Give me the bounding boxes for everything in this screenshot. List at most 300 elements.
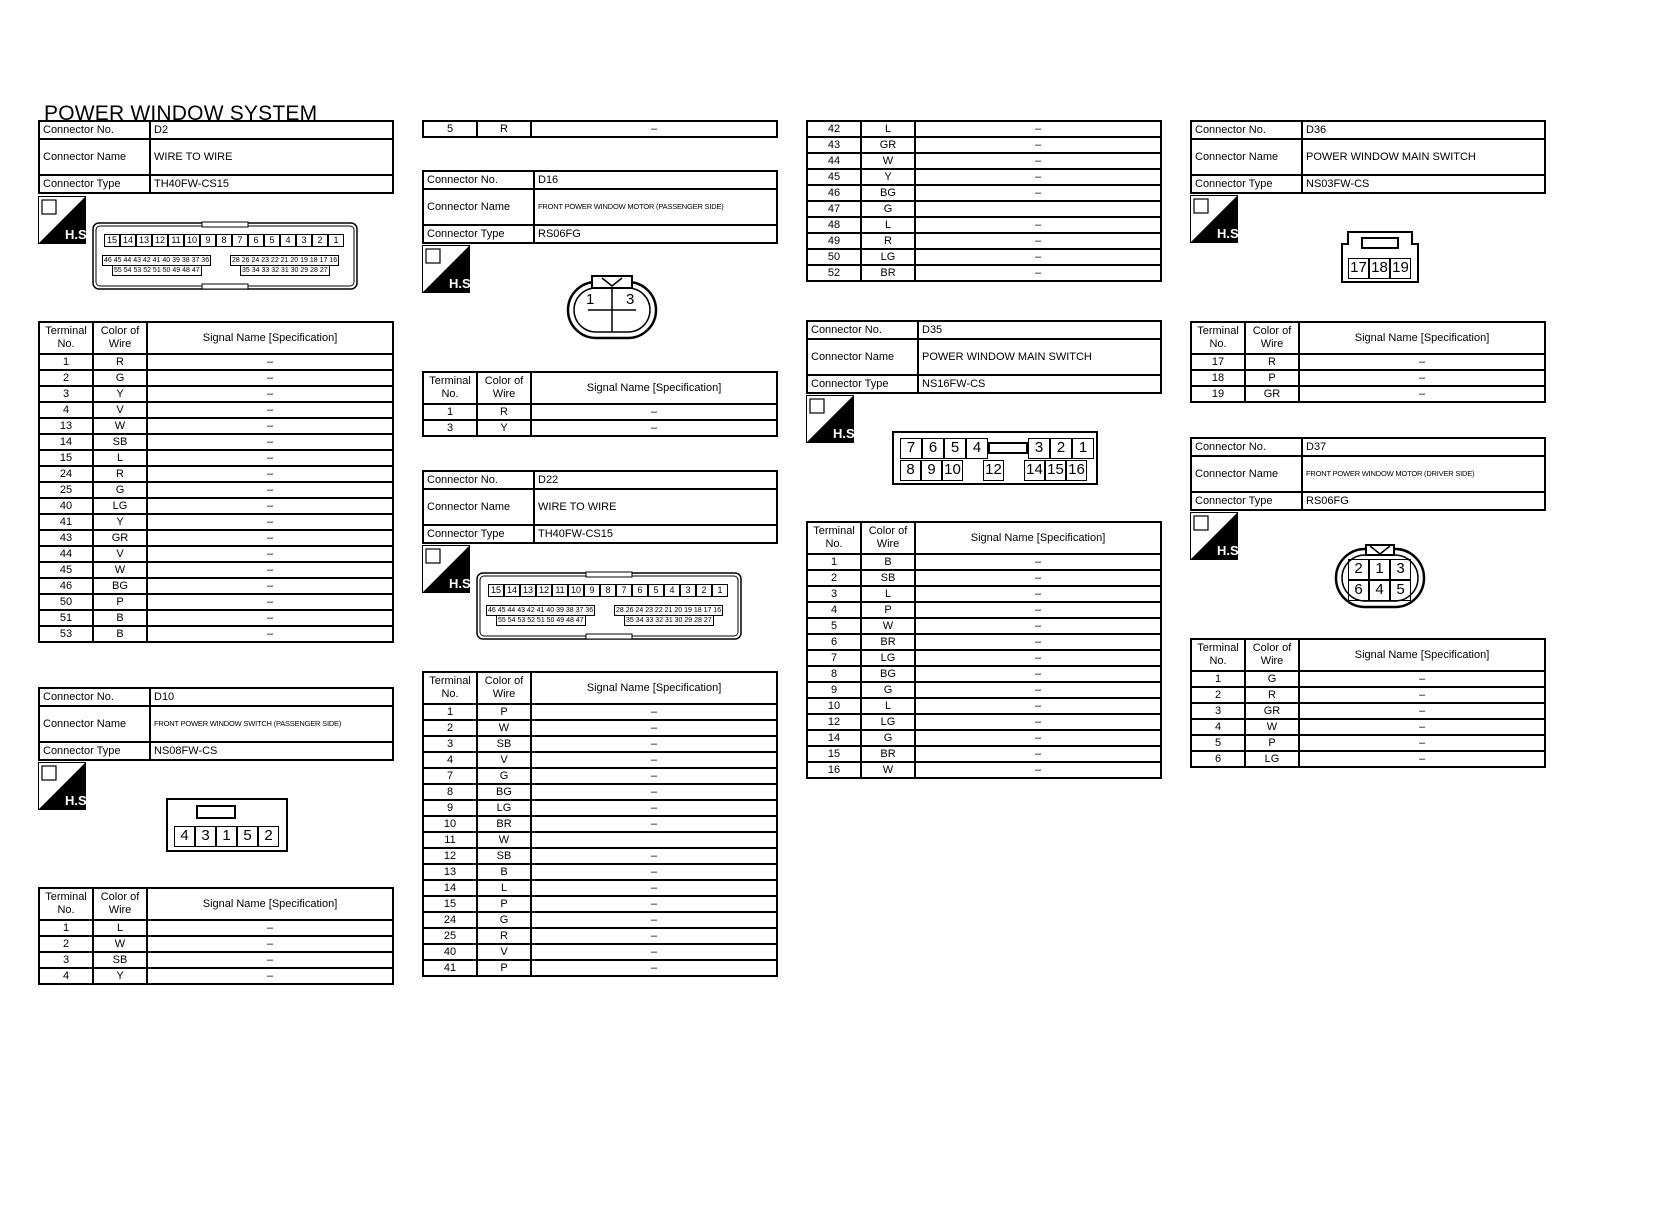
cavity-number: 15 [1045,460,1066,481]
wire-color: SB [477,848,531,864]
table-row [39,562,393,578]
wire-color: W [93,418,147,434]
signal-name: – [147,594,393,610]
signal-name: – [915,217,1161,233]
header-color: Color of Wire [93,888,147,920]
connector-type: NS08FW-CS [150,742,393,760]
label-connector-no: Connector No. [423,471,534,489]
signal-name: – [147,546,393,562]
cavity-number: 2 [312,234,328,247]
signal-name: – [915,730,1161,746]
terminal-no: 50 [39,594,93,610]
cavity-number: 3 [1390,559,1411,580]
signal-name: – [147,482,393,498]
cavity-number: 14 [1024,460,1045,481]
cavity-number: 1 [328,234,344,247]
terminal-no: 9 [423,800,477,816]
hs-label: H.S. [833,426,859,441]
label-connector-name: Connector Name [39,139,150,175]
header-signal: Signal Name [Specification] [1299,322,1545,354]
signal-name: – [531,944,777,960]
cavity-number: 1 [1369,559,1390,580]
signal-name [915,201,1161,217]
terminal-no: 24 [423,912,477,928]
connector-type: NS16FW-CS [918,375,1161,393]
terminal-no: 7 [423,768,477,784]
table-row [1191,751,1545,767]
table-header [39,888,393,920]
cavity-number: 11 [552,584,568,597]
signal-name: – [915,714,1161,730]
wire-color: P [93,594,147,610]
terminal-no: 43 [807,137,861,153]
table-row [807,650,1161,666]
header-signal: Signal Name [Specification] [147,888,393,920]
table-row [807,217,1161,233]
wire-color: SB [93,952,147,968]
signal-name: – [531,784,777,800]
table-row [423,848,777,864]
signal-name: – [915,618,1161,634]
terminal-no: 5 [807,618,861,634]
cavity-number: 2 [1050,438,1072,459]
wire-color: GR [93,530,147,546]
cavity-number: 1 [586,291,595,308]
table-row [39,594,393,610]
harness-side-icon [38,762,91,810]
wire-color: BR [861,634,915,650]
wire-color: BR [861,265,915,281]
table-row [423,736,777,752]
table-row [807,137,1161,153]
terminal-no: 2 [1191,687,1245,703]
wire-color: P [477,960,531,976]
label-connector-no: Connector No. [1191,438,1302,456]
wire-color: B [477,864,531,880]
connector-no: D37 [1302,438,1545,456]
label-connector-type: Connector Type [423,525,534,543]
connector-no: D2 [150,121,393,139]
label-connector-no: Connector No. [39,688,150,706]
connector-no: D36 [1302,121,1545,139]
wire-color: SB [93,434,147,450]
cavity-number: 3 [195,826,216,847]
connector-name: FRONT POWER WINDOW MOTOR (DRIVER SIDE) [1302,456,1545,492]
label-connector-type: Connector Type [807,375,918,393]
table-row [39,514,393,530]
terminal-no: 50 [807,249,861,265]
table-row [807,682,1161,698]
wire-color: Y [861,169,915,185]
terminal-no: 7 [807,650,861,666]
table-row [807,746,1161,762]
signal-name: – [1299,671,1545,687]
signal-name: – [147,354,393,370]
signal-name: – [531,752,777,768]
terminal-no: 5 [1191,735,1245,751]
cavity-number: 4 [966,438,988,459]
terminal-no: 14 [807,730,861,746]
connector-name: FRONT POWER WINDOW MOTOR (PASSENGER SIDE) [534,189,777,225]
terminal-no: 11 [423,832,477,848]
terminal-no: 2 [39,936,93,952]
terminal-no: 15 [39,450,93,466]
table-row [1191,719,1545,735]
label-connector-no: Connector No. [39,121,150,139]
signal-name: – [147,498,393,514]
cavity-row: 28 26 24 23 22 21 20 19 18 17 16 [616,607,722,614]
connector-info-d10 [38,687,394,761]
signal-name: – [915,249,1161,265]
connector-type: RS06FG [534,225,777,243]
table-row [39,466,393,482]
wire-color: B [93,626,147,642]
signal-name: – [1299,386,1545,402]
terminal-no: 13 [423,864,477,880]
cavity-number: 14 [504,584,520,597]
table-row [807,185,1161,201]
connector-name: POWER WINDOW MAIN SWITCH [1302,139,1545,175]
label-connector-name: Connector Name [1191,456,1302,492]
terminal-no: 1 [1191,671,1245,687]
wire-color: G [861,201,915,217]
terminal-no: 51 [39,610,93,626]
signal-name: – [915,121,1161,137]
table-row [423,880,777,896]
terminal-no: 41 [39,514,93,530]
header-terminal: Terminal No. [39,888,93,920]
wire-color: SB [861,570,915,586]
terminal-no: 4 [39,402,93,418]
wire-color: L [861,698,915,714]
label-connector-no: Connector No. [1191,121,1302,139]
cavity-number: 4 [664,584,680,597]
signal-name: – [915,634,1161,650]
label-connector-type: Connector Type [39,175,150,193]
signal-name: – [915,602,1161,618]
cavity-number: 2 [258,826,279,847]
cavity-number: 1 [1072,438,1094,459]
wire-color: G [477,912,531,928]
table-row [807,714,1161,730]
terminal-no: 8 [807,666,861,682]
harness-side-icon [38,196,91,244]
signal-name: – [915,169,1161,185]
header-color: Color of Wire [1245,322,1299,354]
table-row [39,610,393,626]
terminal-no: 14 [39,434,93,450]
wire-color: LG [861,249,915,265]
header-color: Color of Wire [861,522,915,554]
label-connector-name: Connector Name [1191,139,1302,175]
wire-color: W [93,936,147,952]
cavity-number [1004,460,1024,481]
terminal-no: 17 [1191,354,1245,370]
terminal-no: 4 [807,602,861,618]
signal-name [531,832,777,848]
connector-face-d16 [566,274,658,342]
table-row [807,570,1161,586]
connector-face-d35 [892,431,1098,485]
signal-name: – [531,720,777,736]
terminal-no: 45 [39,562,93,578]
terminal-no: 3 [807,586,861,602]
wire-color: Y [93,514,147,530]
signal-name: – [1299,703,1545,719]
table-row [39,968,393,984]
wire-color: V [477,944,531,960]
terminal-no: 12 [807,714,861,730]
wire-color: L [861,586,915,602]
hs-label: H.S. [449,276,475,291]
table-row [807,730,1161,746]
table-row [39,482,393,498]
terminal-no: 46 [39,578,93,594]
cavity-number: 2 [696,584,712,597]
header-terminal: Terminal No. [1191,639,1245,671]
terminal-no: 48 [807,217,861,233]
terminal-no: 1 [807,554,861,570]
table-row [423,720,777,736]
wire-color: LG [477,800,531,816]
signal-name: – [531,800,777,816]
header-signal: Signal Name [Specification] [531,672,777,704]
table-row [39,952,393,968]
header-signal: Signal Name [Specification] [1299,639,1545,671]
wire-color: GR [1245,386,1299,402]
wire-color: G [861,730,915,746]
table-row [39,434,393,450]
wire-color: G [93,482,147,498]
table-row [807,602,1161,618]
wire-color: L [861,121,915,137]
signal-name: – [531,896,777,912]
signal-name: – [147,530,393,546]
terminal-no: 4 [423,752,477,768]
wire-color: LG [861,650,915,666]
wire-color: V [477,752,531,768]
pin-table-d2-continued [422,120,778,138]
cavity-row: 55 54 53 52 51 50 49 48 47 [114,267,200,274]
wire-color: GR [1245,703,1299,719]
cavity-row: 55 54 53 52 51 50 49 48 47 [498,617,584,624]
signal-name: – [531,704,777,720]
table-row [1191,354,1545,370]
wire-color: BG [861,666,915,682]
table-row [39,626,393,642]
signal-name: – [915,570,1161,586]
header-terminal: Terminal No. [39,322,93,354]
table-row [807,233,1161,249]
pin-table-d22-continued [806,120,1162,282]
terminal-no: 40 [423,944,477,960]
cavity-row: 28 26 24 23 22 21 20 19 18 17 16 [232,257,338,264]
cavity-number: 7 [616,584,632,597]
wire-color: LG [93,498,147,514]
connector-no: D35 [918,321,1161,339]
wire-color: B [861,554,915,570]
header-terminal: Terminal No. [423,372,477,404]
terminal-no: 2 [39,370,93,386]
header-signal: Signal Name [Specification] [915,522,1161,554]
terminal-no: 2 [807,570,861,586]
header-terminal: Terminal No. [1191,322,1245,354]
cavity-number [963,460,983,481]
signal-name: – [915,682,1161,698]
table-row [423,704,777,720]
pin-table-d37 [1190,638,1546,768]
label-connector-type: Connector Type [423,225,534,243]
connector-name: WIRE TO WIRE [150,139,393,175]
signal-name: – [147,514,393,530]
wire-color: W [861,618,915,634]
signal-name: – [1299,751,1545,767]
signal-name: – [531,864,777,880]
signal-name: – [531,880,777,896]
signal-name: – [531,404,777,420]
terminal-no: 3 [423,420,477,436]
wire-color: BG [93,578,147,594]
connector-face-d37 [1334,543,1426,609]
connector-name: WIRE TO WIRE [534,489,777,525]
terminal-no: 4 [39,968,93,984]
cavity-number: 5 [264,234,280,247]
terminal-no: 52 [807,265,861,281]
terminal-no: 49 [807,233,861,249]
signal-name: – [531,121,777,137]
table-row [39,402,393,418]
wire-color: Y [477,420,531,436]
table-row [807,201,1161,217]
signal-name: – [915,762,1161,778]
table-row [423,816,777,832]
signal-name: – [147,626,393,642]
table-header [1191,639,1545,671]
table-row [1191,687,1545,703]
wire-color: R [477,928,531,944]
table-row [1191,735,1545,751]
pin-table-d35 [806,521,1162,779]
connector-info-d16 [422,170,778,244]
connector-face-d10 [166,798,288,852]
terminal-no: 16 [807,762,861,778]
signal-name: – [147,968,393,984]
cavity-number: 3 [626,291,635,308]
table-row [423,784,777,800]
terminal-no: 4 [1191,719,1245,735]
label-connector-type: Connector Type [1191,175,1302,193]
hs-label: H.S. [1217,543,1243,558]
cavity-number: 6 [922,438,944,459]
table-row [807,153,1161,169]
terminal-no: 44 [39,546,93,562]
connector-info-d35 [806,320,1162,394]
terminal-no: 18 [1191,370,1245,386]
cavity-number: 9 [200,234,216,247]
cavity-number: 12 [152,234,168,247]
signal-name: – [147,578,393,594]
wire-color: W [1245,719,1299,735]
signal-name: – [531,768,777,784]
terminal-no: 6 [807,634,861,650]
connector-name: FRONT POWER WINDOW SWITCH (PASSENGER SIDE) [150,706,393,742]
connector-no: D16 [534,171,777,189]
label-connector-no: Connector No. [807,321,918,339]
terminal-no: 3 [39,952,93,968]
table-row [423,864,777,880]
table-row [423,800,777,816]
signal-name: – [915,666,1161,682]
terminal-no: 3 [1191,703,1245,719]
table-row [807,554,1161,570]
terminal-no: 46 [807,185,861,201]
connector-type: NS03FW-CS [1302,175,1545,193]
signal-name: – [1299,719,1545,735]
wire-color: W [477,720,531,736]
harness-side-icon [422,245,475,293]
page-title: POWER WINDOW SYSTEM [44,102,318,125]
signal-name: – [531,420,777,436]
table-row [423,768,777,784]
connector-face-d22 [476,572,742,640]
terminal-no: 25 [39,482,93,498]
signal-name: – [915,586,1161,602]
connector-face-d2 [92,222,358,290]
wire-color: V [93,402,147,418]
cavity-number: 4 [280,234,296,247]
table-row [807,762,1161,778]
cavity-number: 10 [942,460,963,481]
table-row [807,265,1161,281]
terminal-no: 10 [807,698,861,714]
header-terminal: Terminal No. [423,672,477,704]
signal-name: – [915,233,1161,249]
signal-name: – [531,912,777,928]
table-row [423,420,777,436]
table-row [807,249,1161,265]
signal-name: – [531,848,777,864]
label-connector-name: Connector Name [39,706,150,742]
table-row [807,586,1161,602]
wire-color: W [861,762,915,778]
signal-name: – [915,153,1161,169]
label-connector-name: Connector Name [423,489,534,525]
cavity-number: 15 [488,584,504,597]
signal-name: – [531,816,777,832]
wire-color: R [1245,687,1299,703]
cavity-number: 5 [237,826,258,847]
table-row [423,404,777,420]
terminal-no: 1 [39,354,93,370]
signal-name: – [915,650,1161,666]
terminal-no: 9 [807,682,861,698]
connector-type: TH40FW-CS15 [534,525,777,543]
cavity-number: 19 [1390,258,1411,279]
table-row [423,944,777,960]
header-color: Color of Wire [477,372,531,404]
cavity-row: 35 34 33 32 31 30 29 28 27 [626,617,712,624]
wire-color: L [93,450,147,466]
signal-name: – [147,418,393,434]
cavity-number: 6 [632,584,648,597]
wire-color: G [1245,671,1299,687]
terminal-no: 53 [39,626,93,642]
wire-color: R [861,233,915,249]
terminal-no: 1 [423,704,477,720]
terminal-no: 6 [1191,751,1245,767]
signal-name: – [915,698,1161,714]
table-row [39,920,393,936]
